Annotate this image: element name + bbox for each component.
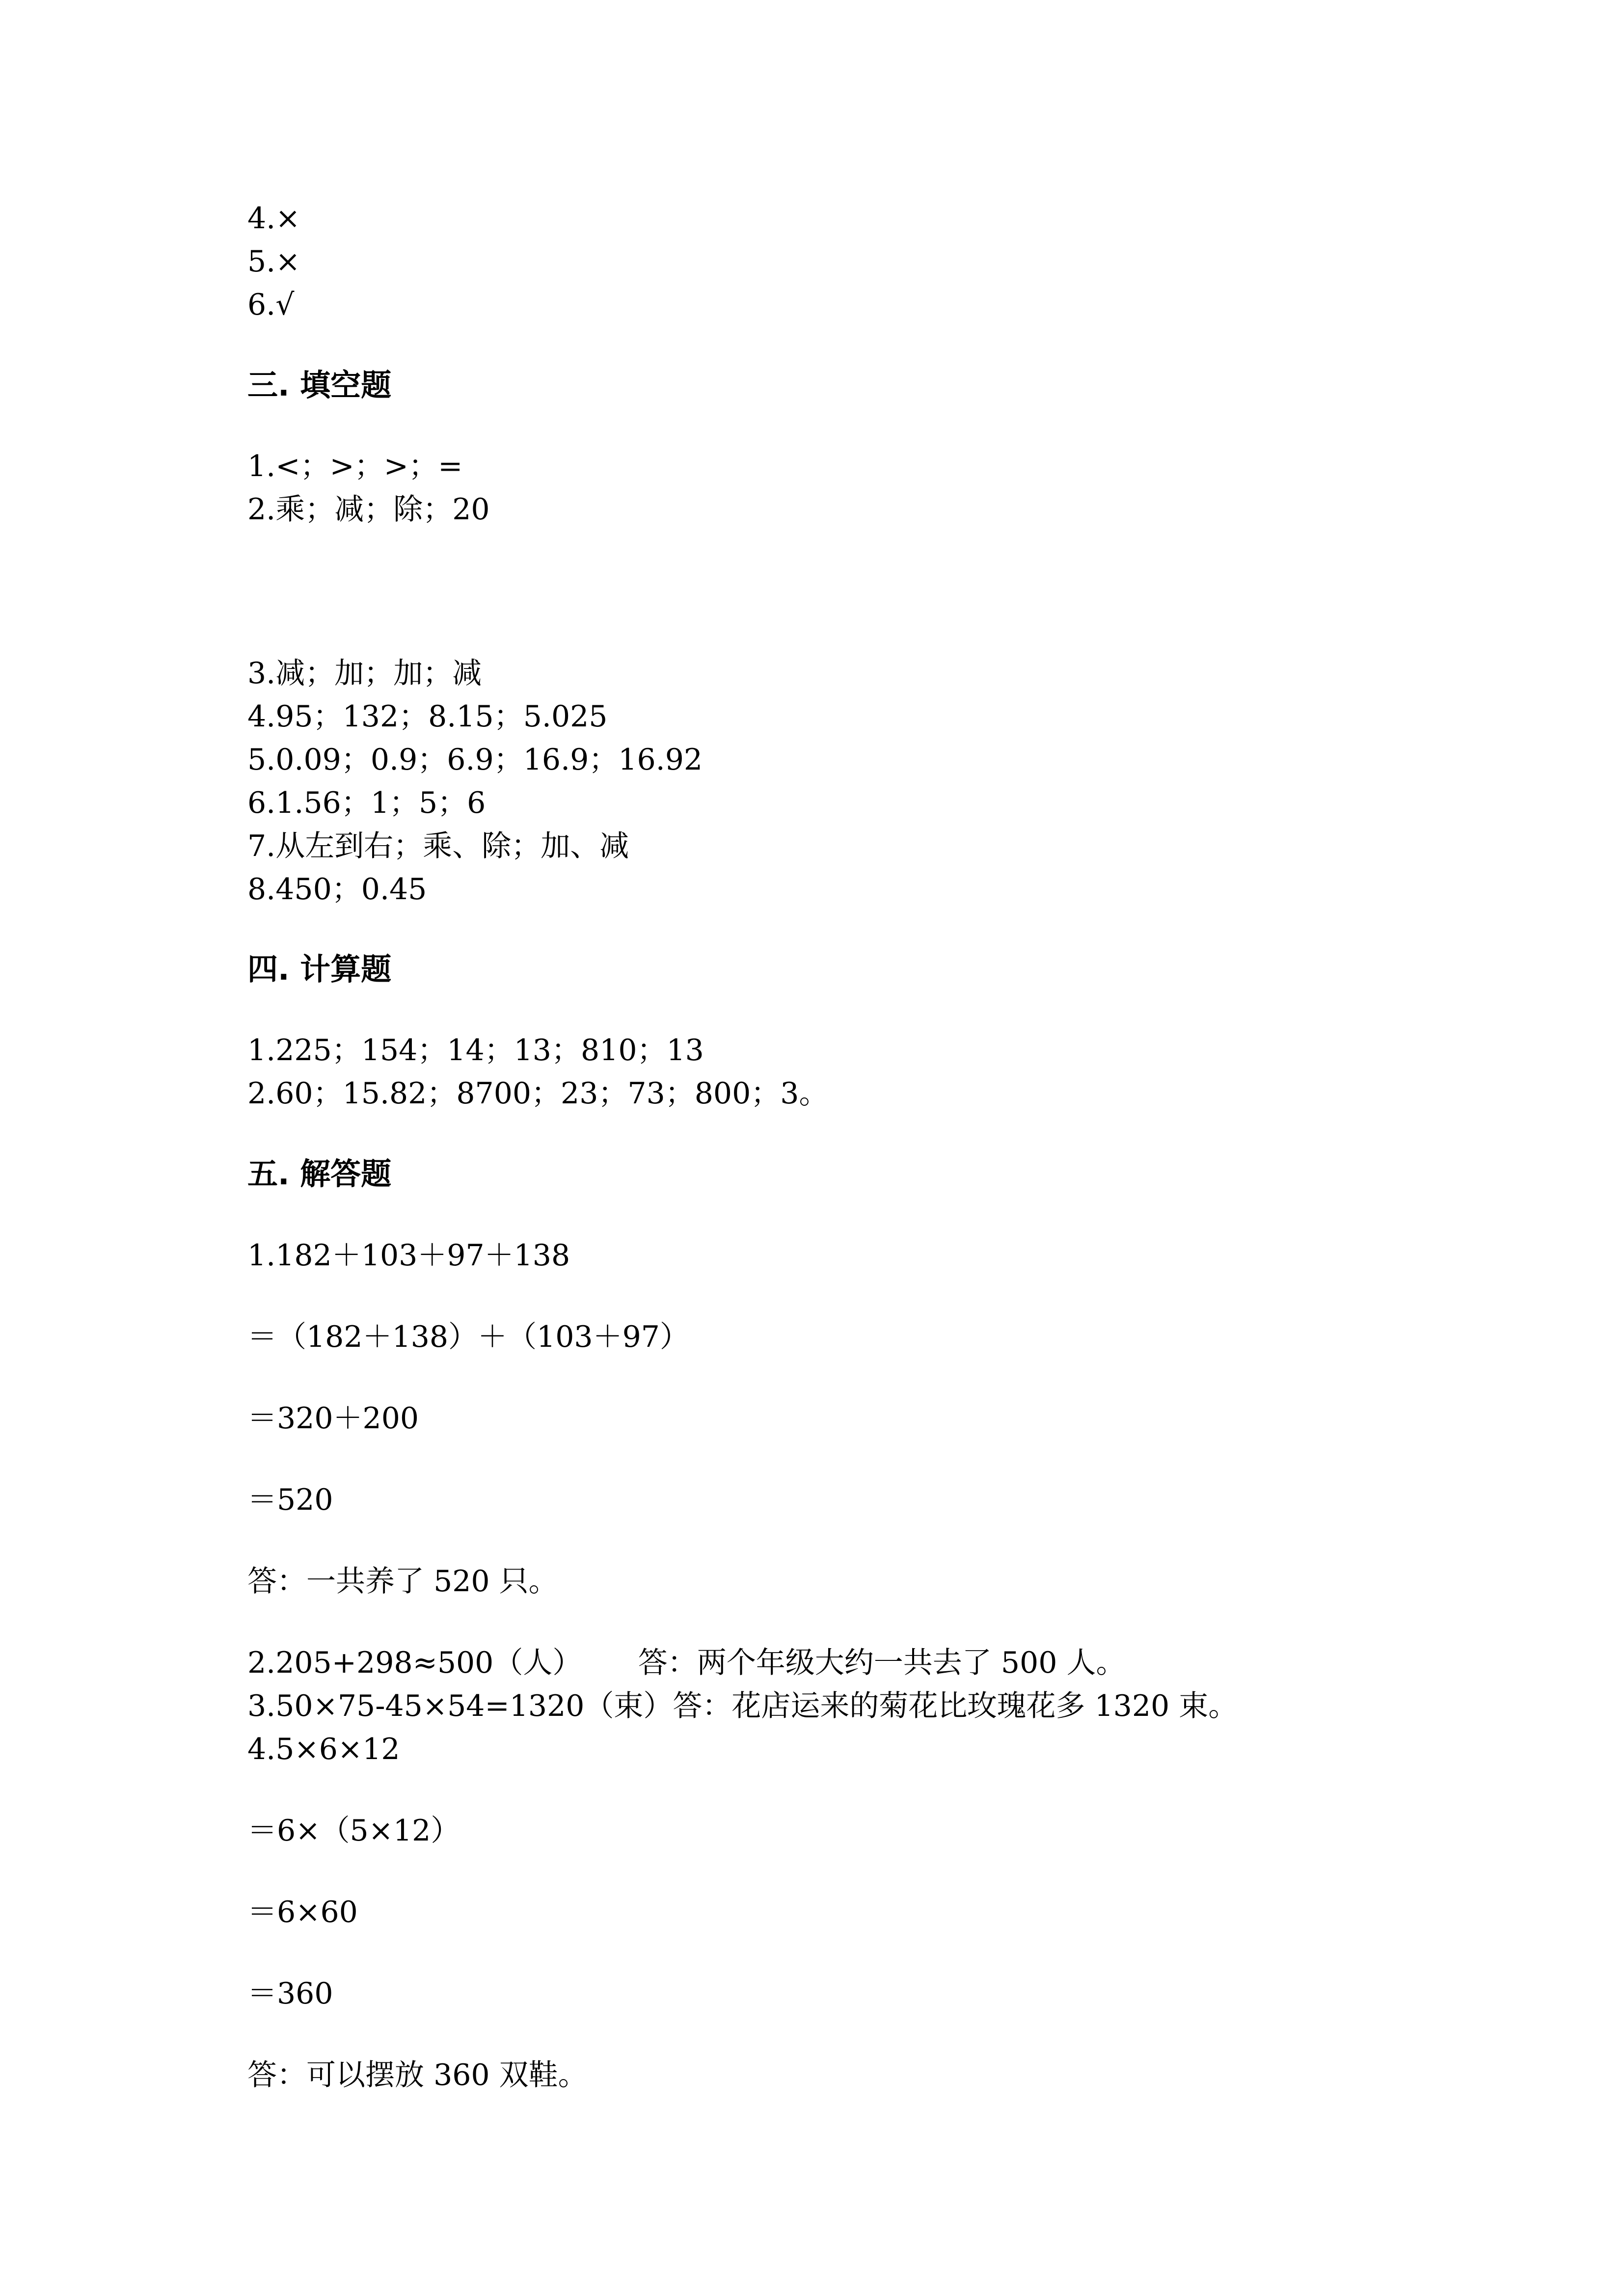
calc-step: ＝320＋200: [247, 1401, 419, 1436]
calc-step: ＝520: [247, 1483, 333, 1517]
calc-step: 4.5×6×12: [247, 1732, 400, 1766]
answer-line: 3.50×75-45×54=1320（束）答：花店运来的菊花比玫瑰花多 1320 束。: [247, 1689, 1238, 1723]
calc-step: ＝6×（5×12）: [247, 1814, 460, 1848]
answer-line: 7.从左到右；乘、除；加、减: [247, 829, 629, 863]
section-heading: 四. 计算题: [247, 951, 392, 987]
calc-step: ＝360: [247, 1976, 333, 2011]
answer-line: 4.×: [247, 201, 300, 236]
answer-line: 2.乘；减；除；20: [247, 492, 490, 527]
answer-line: 6.√: [247, 288, 295, 322]
answer-line: 3.减；加；加；减: [247, 656, 482, 691]
answer-line: 6.1.56；1；5；6: [247, 786, 486, 820]
answer-line: 2.205+298≈500（人） 答：两个年级大约一共去了 500 人。: [247, 1646, 1126, 1680]
answer-line: 2.60；15.82；8700；23；73；800；3。: [247, 1076, 829, 1111]
answer-line: 5.×: [247, 244, 300, 279]
calc-step: ＝（182＋138）＋（103＋97）: [247, 1320, 689, 1354]
calc-step: 1.182＋103＋97＋138: [247, 1238, 570, 1273]
answer-sentence: 答：一共养了 520 只。: [247, 1564, 558, 1599]
answer-line: 4.95；132；8.15；5.025: [247, 699, 608, 734]
calc-step: ＝6×60: [247, 1895, 358, 1929]
answer-line: 5.0.09；0.9；6.9；16.9；16.92: [247, 743, 703, 777]
answer-sentence: 答：可以摆放 360 双鞋。: [247, 2058, 588, 2092]
section-heading: 三. 填空题: [247, 367, 392, 403]
answer-line: 8.450；0.45: [247, 872, 427, 907]
section-heading: 五. 解答题: [247, 1156, 392, 1192]
answer-line: 1.225；154；14；13；810；13: [247, 1033, 704, 1068]
answer-line: 1.<；>；>；=: [247, 449, 463, 483]
